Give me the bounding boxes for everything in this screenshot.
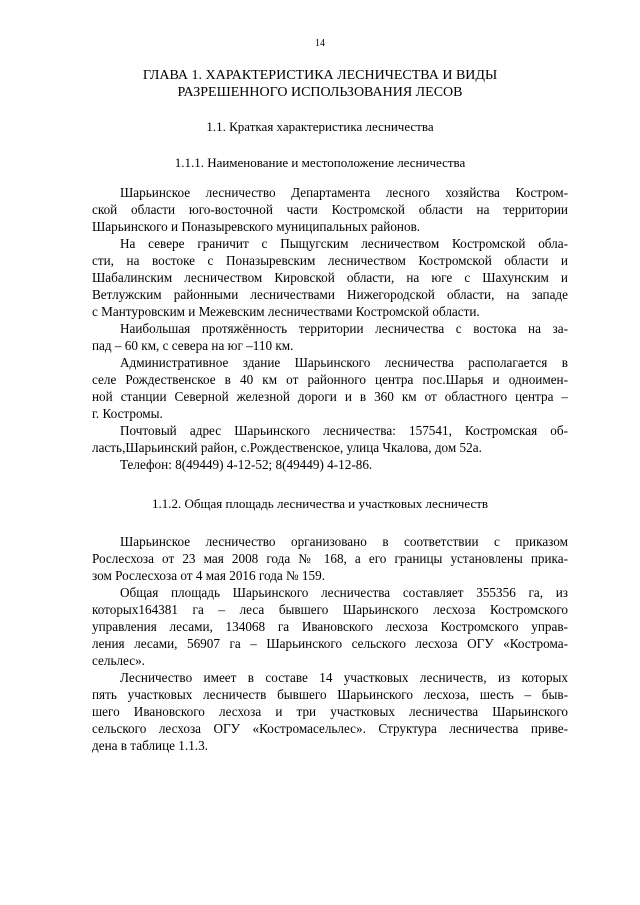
- paragraph-line: Ветлужским районными лесничествами Нижегородской области, на западе: [92, 287, 568, 302]
- paragraph-establishment: [92, 533, 568, 584]
- paragraph-line: шего Ивановского лесхоза и три участковых лесничества Шарьинского: [92, 704, 568, 719]
- paragraph-line: ласть,Шарьинский район, с.Рождественское, улица Чкалова, дом 52а.: [92, 440, 482, 455]
- paragraph-line: Шарьинское лесничество организовано в соответствии с приказом: [120, 534, 568, 549]
- paragraph-line: зом Рослесхоза от 4 мая 2016 года № 159.: [92, 568, 326, 583]
- paragraph-line: пад – 60 км, с севера на юг –110 км.: [92, 338, 294, 353]
- paragraph-line: Шабалинским лесничеством Кировской области, на юге с Шахунским и: [92, 270, 568, 285]
- chapter-title-line: РАЗРЕШЕННОГО ИСПОЛЬЗОВАНИЯ ЛЕСОВ: [177, 85, 463, 100]
- section-body-1-1-2: [92, 533, 568, 754]
- paragraph-borders: [92, 235, 568, 320]
- paragraph-line: с Мантуровским и Межевским лесничествами Костромской области.: [92, 304, 480, 319]
- paragraph-line: Лесничество имеет в составе 14 участковых лесничеств, из которых: [120, 670, 568, 685]
- paragraph-line: ной станции Северной железной дороги и в 360 км от областного центра –: [92, 389, 568, 404]
- paragraph-extent: [92, 320, 568, 354]
- paragraph-line: Наибольшая протяжённость территории лесничества с востока на за-: [120, 321, 568, 336]
- paragraph-line: Почтовый адрес Шарьинского лесничества: 157541, Костромская об-: [120, 423, 568, 438]
- section-heading-1-1-1: 1.1.1. Наименование и местоположение лесничества: [174, 155, 466, 170]
- paragraph-line: которых164381 га – леса бывшего Шарьинского лесхоза Костромского: [92, 602, 568, 617]
- paragraph-line: Шарьинского и Поназыревского муниципальных районов.: [92, 219, 421, 234]
- section-body-1-1-1: [92, 184, 568, 473]
- paragraph-line: пять участковых лесничеств бывшего Шарьинского лесхоза, шесть – быв-: [92, 687, 568, 702]
- chapter-title-line: ГЛАВА 1. ХАРАКТЕРИСТИКА ЛЕСНИЧЕСТВА И ВИДЫ: [142, 68, 498, 83]
- section-heading-1-1-2: 1.1.2. Общая площадь лесничества и участковых лесничеств: [151, 496, 489, 511]
- page-number: 14: [315, 38, 325, 49]
- paragraph-line: селе Рождественское в 40 км от районного центра пос.Шарья и одноимен-: [92, 372, 568, 387]
- paragraph-line: управления лесами, 134068 га Ивановского лесхоза Костромского управ-: [92, 619, 568, 634]
- paragraph-line: Общая площадь Шарьинского лесничества составляет 355356 га, из: [120, 585, 568, 600]
- paragraph-line: г. Костромы.: [92, 406, 163, 421]
- paragraph-line: Телефон: 8(49449) 4-12-52; 8(49449) 4-12-86.: [120, 457, 373, 472]
- chapter-title: [0, 67, 640, 101]
- paragraph-line: ской области юго-восточной части Костромской области на территории: [92, 202, 568, 217]
- paragraph-line: сельского лесхоза ОГУ «Костромасельлес». Структура лесничества приве-: [92, 721, 568, 736]
- paragraph-line: ления лесами, 56907 га – Шарьинского сельского лесхоза ОГУ «Кострома-: [92, 636, 568, 651]
- section-heading-1-1: 1.1. Краткая характеристика лесничества: [206, 119, 434, 134]
- paragraph-total-area: [92, 584, 568, 669]
- paragraph-line: сти, на востоке с Поназыревским лесничеством Костромской области и: [92, 253, 568, 268]
- paragraph-structure: [92, 669, 568, 754]
- paragraph-phone: [92, 456, 568, 473]
- paragraph-name-location: [92, 184, 568, 235]
- paragraph-postal-address: [92, 422, 568, 456]
- paragraph-line: Рослесхоза от 23 мая 2008 года № 168, а его границы установлены прика-: [92, 551, 568, 566]
- paragraph-line: дена в таблице 1.1.3.: [92, 738, 208, 753]
- paragraph-line: На севере граничит с Пыщугским лесничеством Костромской обла-: [120, 236, 568, 251]
- paragraph-admin-building: [92, 354, 568, 422]
- paragraph-line: Шарьинское лесничество Департамента лесного хозяйства Костром-: [120, 185, 568, 200]
- paragraph-line: сельлес».: [92, 653, 145, 668]
- paragraph-line: Административное здание Шарьинского лесничества располагается в: [120, 355, 568, 370]
